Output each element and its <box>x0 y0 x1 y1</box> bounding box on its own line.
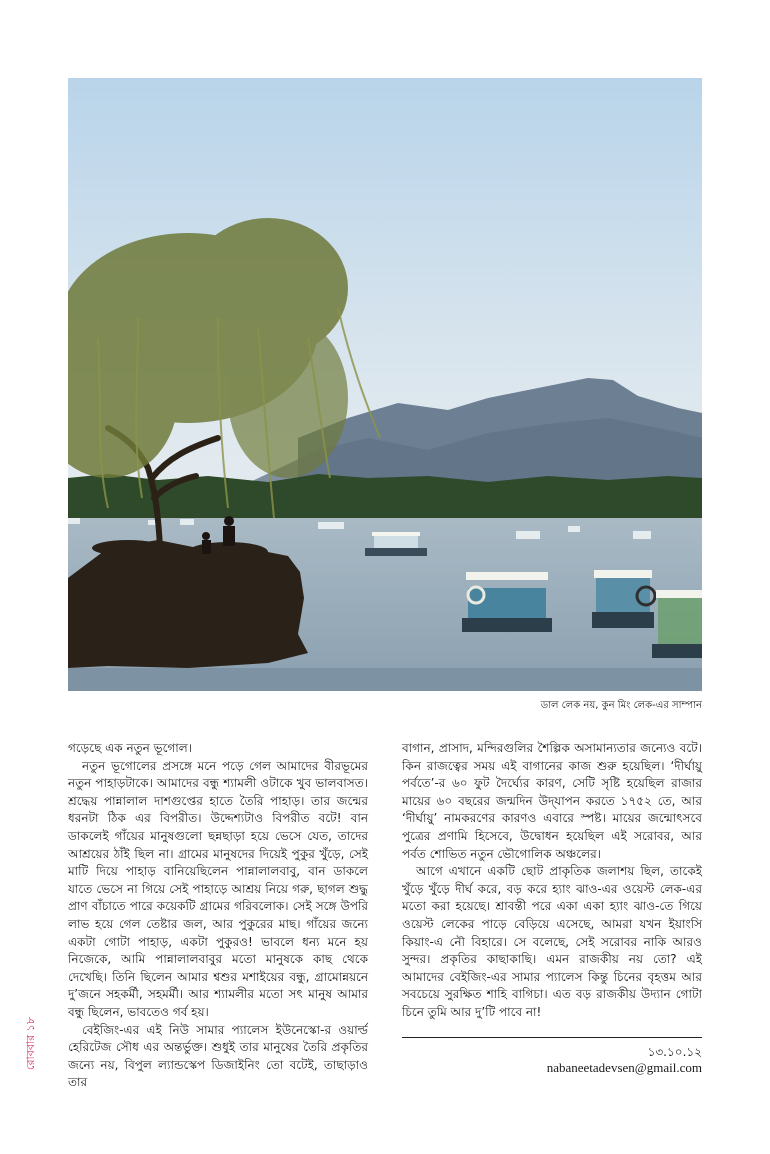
paragraph: আগে এখানে একটি ছোট প্রাকৃতিক জলাশয় ছিল, তাকেই খুঁড়ে খুঁড়ে দীর্ঘ করে, বড় করে হ্যাং ঝাও-এর ওয়েস্ট লেক-এর মতো করা হয়েছে। শ্রাবন্তী পরে একা একা হ্যাং ঝাও-তে গিয়ে ওয়েস্ট লেকের পাড়ে বেড়িয়ে এসেছে, আমরা যখন ইয়াংসি কিয়াং-এ নৌ বিহারে। সে বলেছে, সেই সরোবর নাকি আরও সুন্দর। প্রকৃতির কাছাকাছি। এমন রাজকীয় নয় তো? এই আমাদের বেইজিং-এর সামার প্যালেস কিন্তু চিনের বৃহত্তম আর সবচেয়ে সুরক্ষিত শাহি বাগিচা। এত বড় রাজকীয় উদ্যান গোটা চিনে তুমি আর দু’টি পাবে না! <box>402 864 702 1019</box>
boat-right-3 <box>652 590 702 658</box>
foreground-water <box>68 668 702 691</box>
lake-photo <box>68 78 702 691</box>
article-date: ১৩.১০.১২ <box>647 1045 702 1059</box>
paragraph: গড়েছে এক নতুন ভূগোল। <box>68 741 192 755</box>
photo-caption: ডাল লেক নয়, কুন মিং লেক-এর সাম্পান <box>540 700 702 711</box>
author-email[interactable]: nabaneetadevsen@gmail.com <box>546 1060 702 1075</box>
paragraph: বেইজিং-এর এই নিউ সামার প্যালেস ইউনেস্কো-র ওয়ার্ল্ড হেরিটেজ সৌধ এর অন্তর্ভুক্ত। শুধুই তার মানুষের তৈরি প্রকৃতির জন্যে নয়, বিপুল ল্যান্ডস্কেপ ডিজাইনিং তো বটেই, তাছাড়াও তার <box>68 1022 368 1090</box>
paragraph: বাগান, প্রাসাদ, মন্দিরগুলির শৈল্পিক অসামান্যতার জন্যেও বটে। কিন রাজত্বের সময় এই বাগানের কাজ শুরু হয়েছিল। ‘দীর্ঘায়ু পর্বতে’-র ৬০ ফুট দৈর্ঘ্যের কারণ, সেটি সৃষ্টি হয়েছিল রাজার মায়ের ৬০ বছরের জন্মদিন উদ্‌যাপন করতে ১৭৫২ তে, আর ‘দীর্ঘায়ু’ নামকরণের কারণও এবারে স্পষ্ট। মায়ের জন্মোৎসবে পুত্রের প্রণামি হিসেবে, উদ্বোধন হয়েছিল এই সরোবর, আর পর্বত শোভিত নতুন ভৌগোলিক অঞ্চলের। <box>402 741 702 861</box>
signature-rule <box>402 1037 702 1038</box>
paragraph: নতুন ভূগোলের প্রসঙ্গে মনে পড়ে গেল আমাদের বীরভূমের নতুন পাহাড়টাকে। আমাদের বন্ধু শ্যামলী ওটাকে খুব ভালবাসত। শ্রদ্ধেয় পান্নালাল দাশগুপ্তের হাতে তৈরি পাহাড়। তার জন্মের ধরনটা ঠিক এর বিপরীত। উদ্দেশ্যটাও বিপরীত বটে! বান ডাকলেই গাঁয়ের মানুষগুলো ছন্নছাড়া হয়ে ভেসে যেত, তাদের আশ্রয়ের ঠাঁই ছিল না। গ্রামের মানুষদের দিয়েই পুকুর খুঁড়ে, সেই মাটি দিয়ে পাহাড় বানিয়েছিলেন পান্নালালবাবু, বান ডাকলে যাতে ভেসে না গিয়ে সেই পাহাড়ে আশ্রয় নিয়ে গরু, ছাগল শুদ্ধু প্রাণ বাঁচাতে পারে কয়েকটি গ্রামের গরিবলোক। সেই সঙ্গে উপরি লাভ হয়ে গেল তেষ্টার জল, আর পুকুরের মাছ। গাঁয়ের জন্যে একটা গোটা পাহাড়, একটা পুকুরও! ভাবলে ধন্য মনে হয় নিজেকে, আমি পান্নালালবাবুর মতো মানুষকে কাছ থেকে দেখেছি। তিনি ছিলেন আমার শ্বশুর মশাইয়ের বন্ধু, গ্রামোন্নয়নে দু’জনে সহকর্মী, সহমর্মী। আর শ্যামলীর মতো সৎ মানুষ আমার বন্ধু ছিলেন, ভাবতেও গর্ব হয়। <box>68 758 368 1019</box>
boat-center <box>365 532 427 556</box>
article-column-left <box>68 740 368 1092</box>
page-folio: রোববার ১৮ <box>24 1017 37 1070</box>
article-column-right <box>402 740 702 1022</box>
boat-right-2 <box>592 570 655 628</box>
rock-island <box>68 540 308 668</box>
